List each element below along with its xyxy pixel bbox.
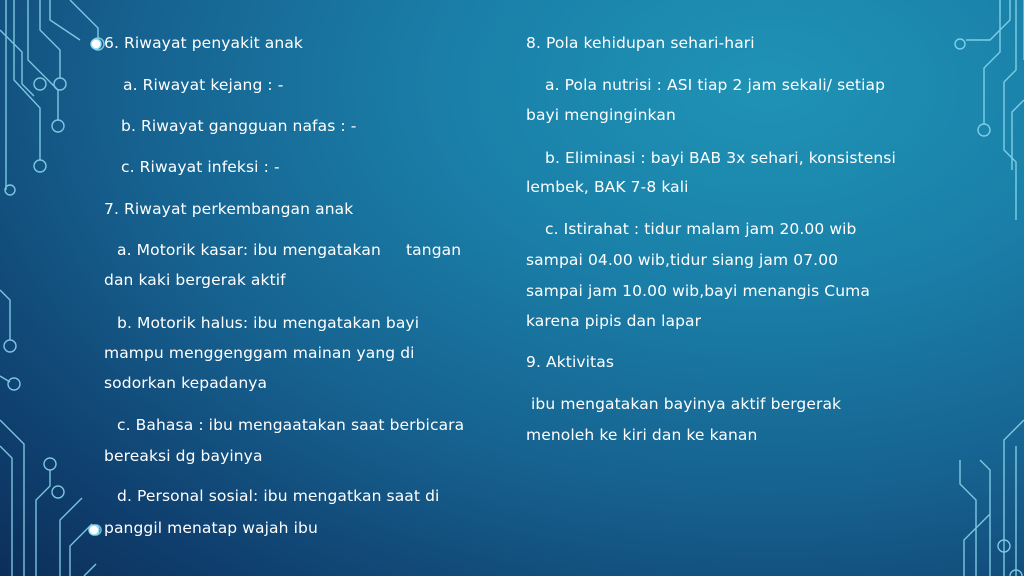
item-6c: c. Riwayat infeksi : - [121,158,280,176]
item-7b-line1: b. Motorik halus: ibu mengatakan bayi [117,314,420,332]
item-7c-line2: bereaksi dg bayinya [104,447,263,465]
section-8-heading: 8. Pola kehidupan sehari-hari [526,34,755,52]
section-6-heading: 6. Riwayat penyakit anak [104,34,303,52]
item-8b-line2: lembek, BAK 7-8 kali [526,178,689,196]
item-8b-line1: b. Eliminasi : bayi BAB 3x sehari, konsistensi [545,149,896,167]
item-8a-line2: bayi menginginkan [526,106,676,124]
item-8c-line2: sampai 04.00 wib,tidur siang jam 07.00 [526,251,839,269]
item-8c-line3: sampai jam 10.00 wib,bayi menangis Cuma [526,282,870,300]
item-6b: b. Riwayat gangguan nafas : - [121,117,357,135]
item-7a-line2: dan kaki bergerak aktif [104,271,286,289]
section-9-heading: 9. Aktivitas [526,353,615,371]
item-7b-line3: sodorkan kepadanya [104,374,268,392]
item-8a-line1: a. Pola nutrisi : ASI tiap 2 jam sekali/ setiap [545,76,886,94]
section-7-heading: 7. Riwayat perkembangan anak [104,200,354,218]
item-8c-line4: karena pipis dan lapar [526,312,702,330]
item-9-line1: ibu mengatakan bayinya aktif bergerak [526,395,842,413]
item-8c-line1: c. Istirahat : tidur malam jam 20.00 wib [545,220,857,238]
item-7a-line1: a. Motorik kasar: ibu mengatakan tangan [117,241,462,259]
item-7b-line2: mampu menggenggam mainan yang di [104,344,415,362]
item-6a: a. Riwayat kejang : - [123,76,284,94]
item-9-line2: menoleh ke kiri dan ke kanan [526,426,758,444]
item-7d-line1: d. Personal sosial: ibu mengatkan saat di [117,487,440,505]
item-7d-line2: panggil menatap wajah ibu [104,519,318,537]
item-7c-line1: c. Bahasa : ibu mengaatakan saat berbicara [117,416,465,434]
